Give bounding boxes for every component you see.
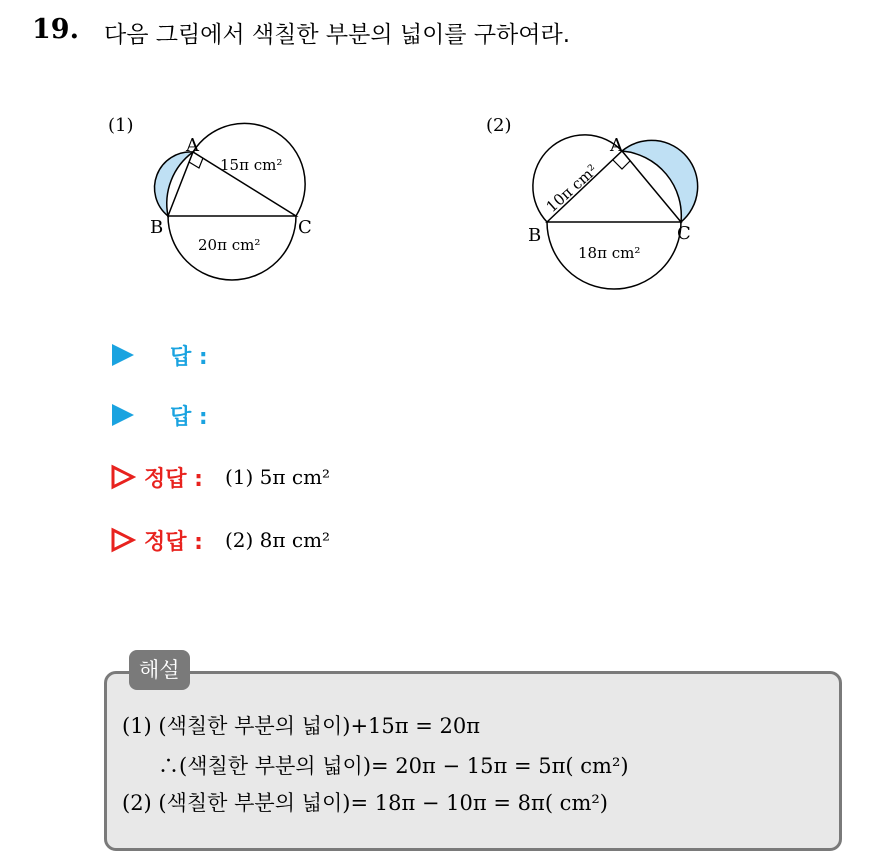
figure-2-tag: (2) [486, 115, 512, 136]
correct-answer-value: (2) 8π cm² [224, 528, 331, 552]
figure-2-vertex-b: B [528, 225, 542, 246]
figure-2-area-ab: 10π cm² [542, 160, 602, 216]
solution-line-3: (2) (색칠한 부분의 넓이)= 18π − 10π = 8π( cm²) [122, 791, 608, 815]
correct-answer-label: 정답 : [144, 529, 203, 555]
solution-tag: 해설 [129, 650, 190, 690]
figure-2-vertex-c: C [677, 223, 691, 244]
figure-2-right-angle-mark [613, 160, 630, 169]
question-text: 다음 그림에서 색칠한 부분의 넓이를 구하여라. [104, 22, 571, 48]
correct-answer-label: 정답 : [144, 466, 203, 492]
answer-row-1 [110, 339, 208, 371]
play-icon [110, 342, 136, 368]
correct-answer-row-1 [110, 461, 330, 493]
answer-label: 답 : [170, 344, 208, 370]
outline-play-icon [110, 464, 136, 490]
figure-1-right-angle-mark [189, 158, 203, 168]
solution-line-2: ∴(색칠한 부분의 넓이)= 20π − 15π = 5π( cm²) [158, 754, 629, 778]
figure-2-vertex-a: A [610, 135, 623, 156]
figure-1-area-ac: 15π cm² [220, 156, 283, 174]
question-number: 19. [32, 14, 79, 45]
play-icon [110, 402, 136, 428]
figure-2 [480, 105, 720, 295]
figure-1-vertex-b: B [150, 217, 164, 238]
figure-2-area-bc: 18π cm² [578, 244, 641, 262]
answer-label: 답 : [170, 404, 208, 430]
figure-1-vertex-c: C [298, 217, 312, 238]
figure-1-area-bc: 20π cm² [198, 236, 261, 254]
figure-2-shaded-region [622, 140, 698, 222]
figure-1-shaded-region [155, 152, 193, 216]
figure-1-tag: (1) [108, 115, 134, 136]
correct-answer-value: (1) 5π cm² [224, 465, 331, 489]
outline-play-icon [110, 527, 136, 553]
figure-1 [100, 105, 340, 295]
solution-line-1: (1) (색칠한 부분의 넓이)+15π = 20π [122, 714, 481, 738]
correct-answer-row-2 [110, 524, 330, 556]
answer-row-2 [110, 399, 208, 431]
figure-1-vertex-a: A [186, 135, 199, 156]
